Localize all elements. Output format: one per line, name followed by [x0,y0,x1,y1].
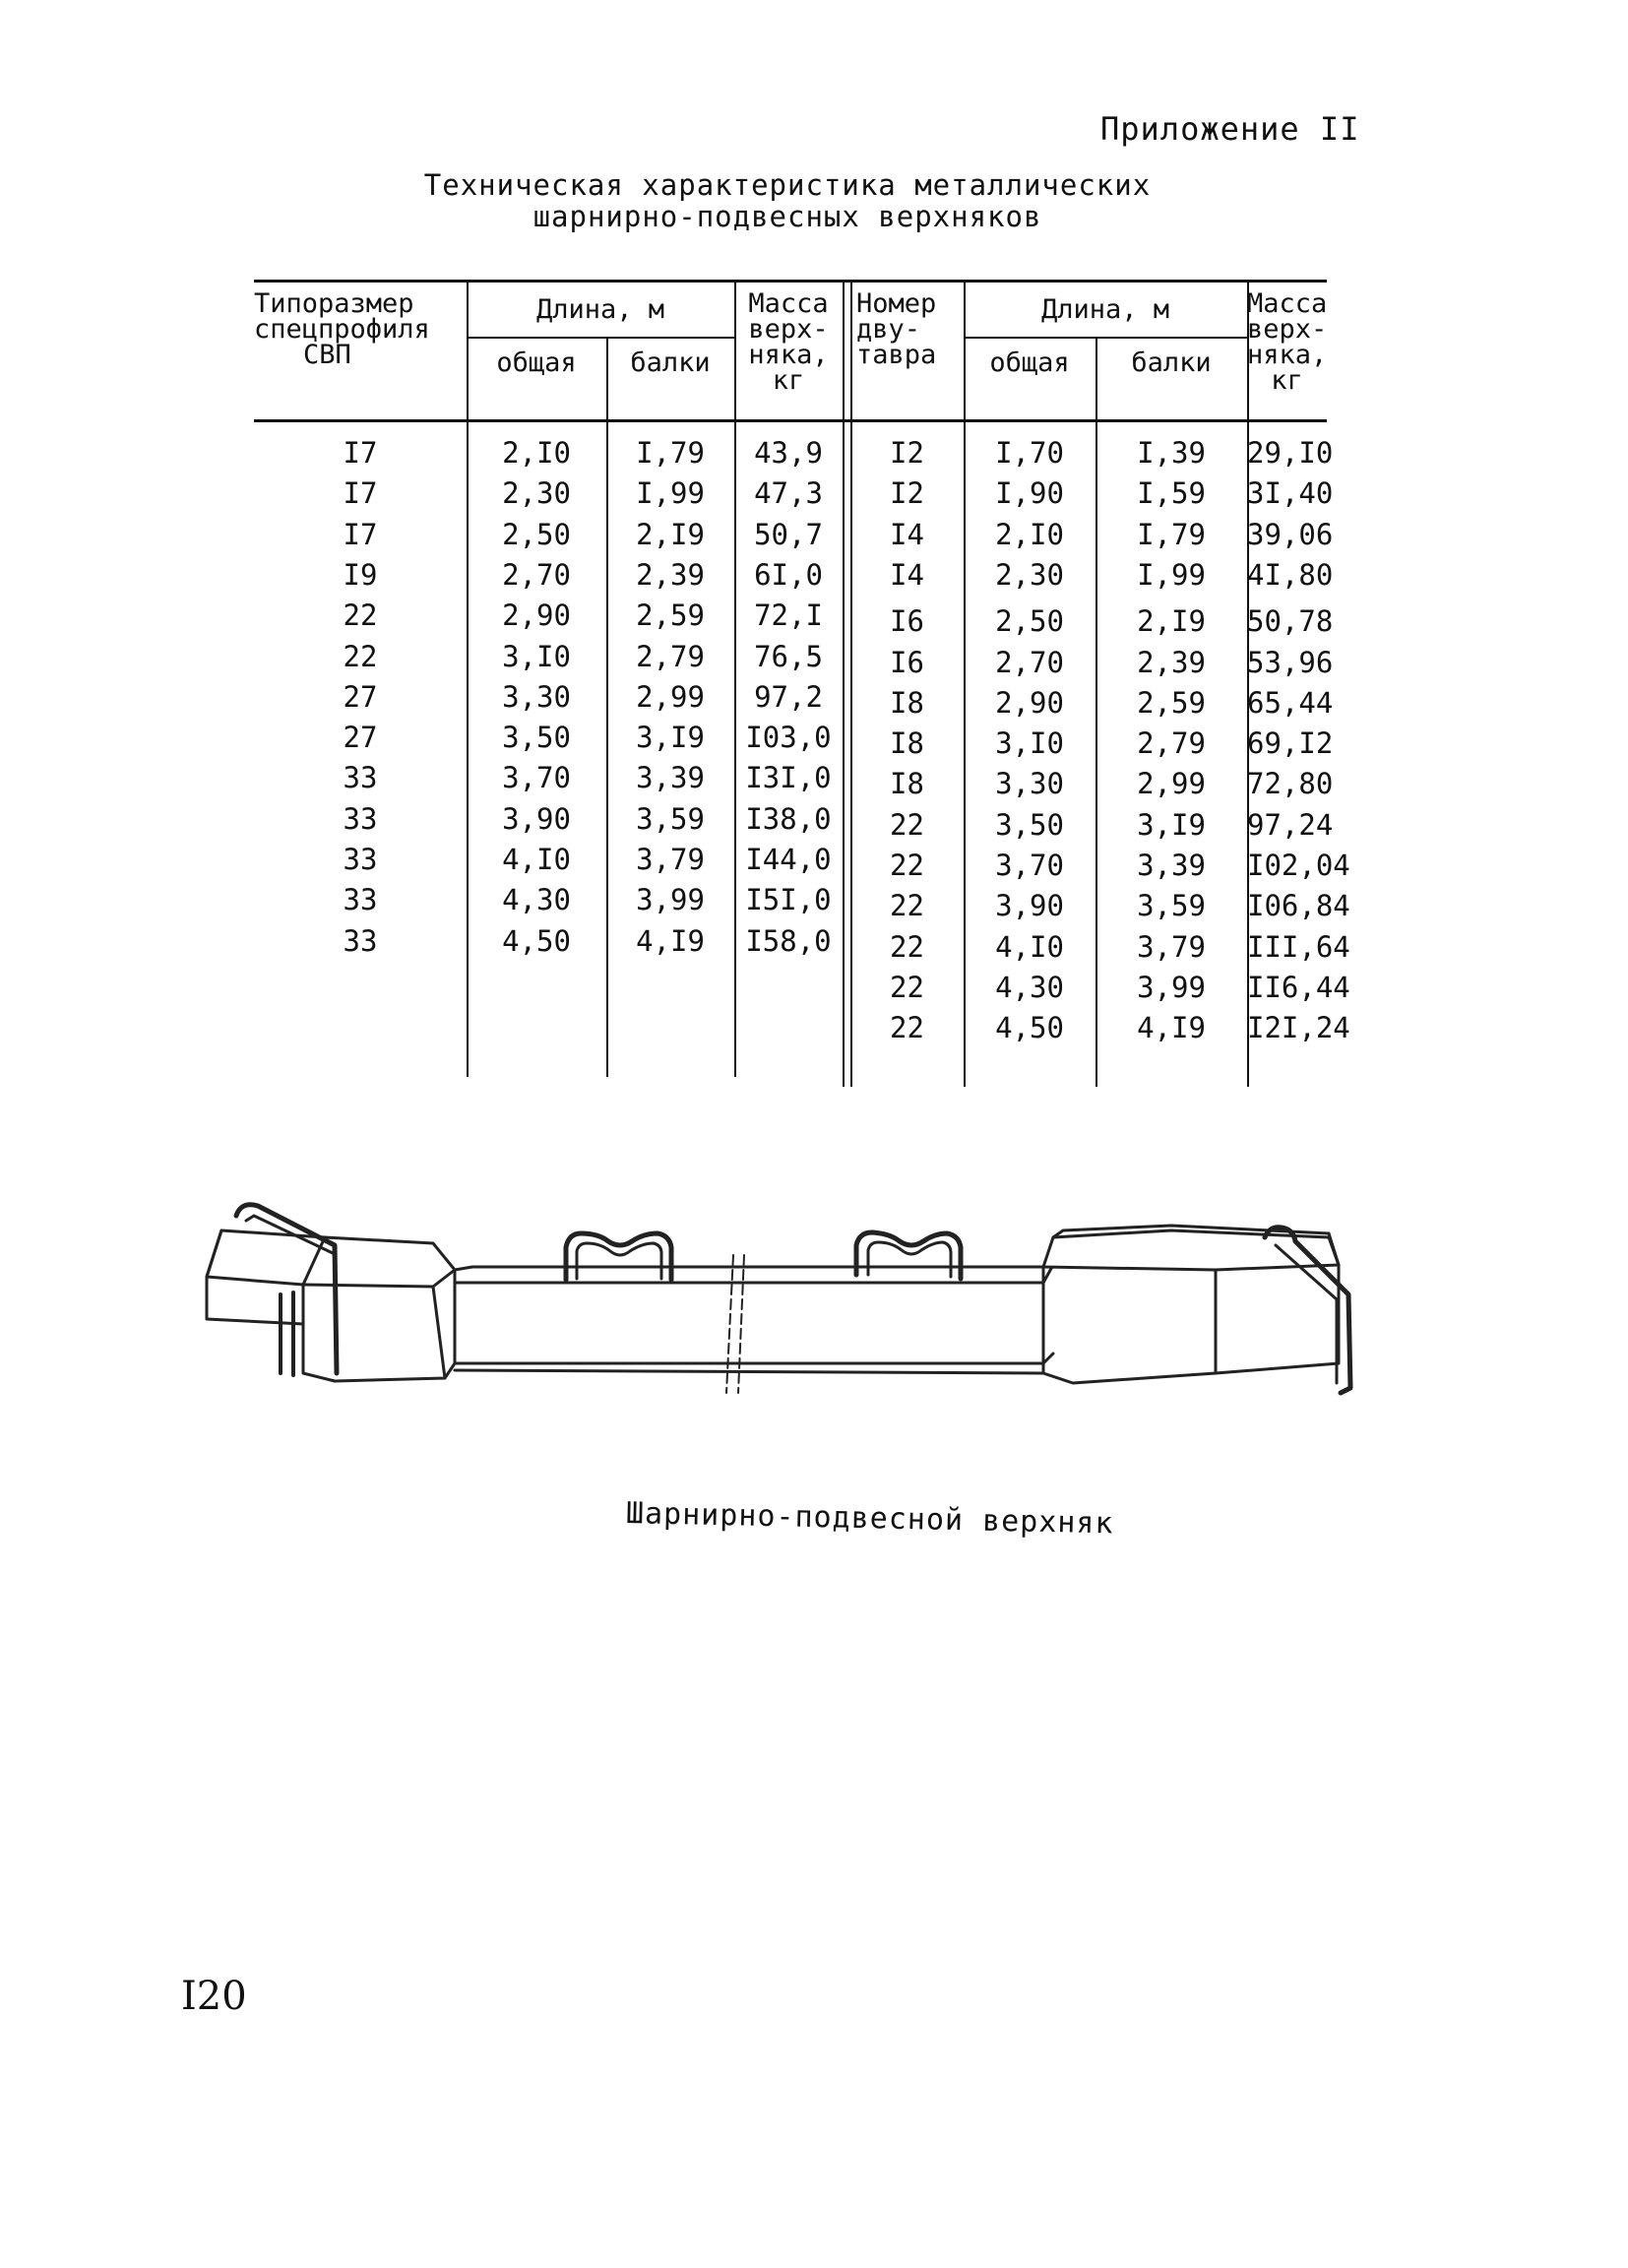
header-text: спецпрофиля [254,314,430,345]
cell-ibeam: I4 [890,517,924,551]
cell-ibeam: 22 [890,970,924,1004]
cell-mass: 72,80 [1247,767,1334,801]
cell-mass: 50,78 [1247,604,1334,639]
header-beam-left: балки [630,347,711,378]
cell-mass: II6,44 [1247,970,1350,1004]
length-group-rule [467,337,734,339]
cell-total-length: 4,50 [502,923,571,958]
header-text: кг [772,365,805,396]
cell-mass: 76,5 [754,639,823,673]
cell-beam-length: I,79 [636,436,705,470]
cell-mass: I38,0 [745,801,832,836]
cell-mass: 72,I [754,598,823,633]
cell-total-length: 3,70 [502,761,571,795]
cell-total-length: 4,30 [995,970,1064,1004]
cell-total-length: I,70 [995,436,1064,470]
header-beam-right: балки [1131,347,1212,378]
cell-beam-length: 2,79 [1137,726,1206,761]
header-text: верх- [1247,314,1328,345]
header-total-right: общая [989,347,1070,378]
header-text: Масса [748,288,829,319]
document-title [325,169,1250,232]
cell-total-length: 2,90 [502,598,571,633]
cell-ibeam: 22 [890,889,924,923]
header-length-right: Длина, м [1040,294,1170,325]
cell-mass: I44,0 [745,843,832,876]
header-text: тавра [856,340,937,370]
hinged-roof-bar-illustration [187,1176,1427,1491]
cell-beam-length: 3,59 [1137,889,1206,923]
cell-mass: 50,7 [754,517,823,551]
cell-total-length: 3,50 [502,721,571,755]
cell-beam-length: 3,I9 [1137,807,1206,842]
header-text: СВП [303,340,351,370]
cell-profile: I7 [343,476,378,511]
cell-profile: 33 [343,843,378,876]
cell-ibeam: I4 [890,557,924,592]
cell-mass: I2I,24 [1247,1011,1350,1045]
cell-total-length: 2,90 [995,685,1064,720]
cell-ibeam: I2 [890,476,924,511]
cell-beam-length: I,99 [636,476,705,511]
page-number: I20 [181,1974,247,2019]
cell-total-length: 2,I0 [995,517,1064,551]
cell-ibeam: I6 [890,645,924,679]
header-text: Номер [856,288,937,319]
cell-beam-length: 2,99 [1137,767,1206,801]
cell-total-length: 3,30 [502,679,571,714]
cell-mass: 97,24 [1247,807,1334,842]
cell-ibeam: I2 [890,436,924,470]
cell-total-length: 2,50 [995,604,1064,639]
cell-profile: I7 [343,517,378,551]
header-total-left: общая [496,347,577,378]
header-text: кг [1271,365,1303,396]
cell-mass: 29,I0 [1247,436,1334,470]
cell-ibeam: I8 [890,726,924,761]
cell-mass: I3I,0 [745,761,832,795]
cell-beam-length: 2,I9 [1137,604,1206,639]
cell-mass: 69,I2 [1247,726,1334,761]
cell-mass: I58,0 [745,923,832,958]
cell-profile: I7 [343,436,378,470]
cell-beam-length: 2,99 [636,679,705,714]
cell-beam-length: 2,39 [636,557,705,592]
cell-beam-length: I,79 [1137,517,1206,551]
cell-mass: III,64 [1247,929,1350,964]
specs-table [254,280,1350,1087]
header-mass-left [734,288,843,396]
cell-beam-length: I,39 [1137,436,1206,470]
cell-mass: I06,84 [1247,889,1350,923]
cell-mass: I5I,0 [745,883,832,917]
length-group-rule [964,337,1247,339]
cell-profile: 33 [343,883,378,917]
cell-profile: I9 [343,557,378,592]
cell-total-length: 2,30 [502,476,571,511]
cell-beam-length: 3,99 [636,883,705,917]
cell-beam-length: I,59 [1137,476,1206,511]
cell-total-length: 2,50 [502,517,571,551]
header-mass-right [1247,288,1328,396]
cell-mass: 39,06 [1247,517,1334,551]
cell-ibeam: I8 [890,767,924,801]
header-profile [254,288,467,370]
cell-mass: I02,04 [1247,849,1350,882]
cell-beam-length: 3,79 [636,843,705,876]
cell-total-length: 2,I0 [502,436,571,470]
cell-total-length: 4,30 [502,883,571,917]
header-text: верх- [748,314,829,345]
cell-total-length: I,90 [995,476,1064,511]
cell-profile: 33 [343,923,378,958]
cell-beam-length: 4,I9 [636,923,705,958]
column-divider [843,280,845,1087]
header-text: няка, [748,340,829,370]
cell-total-length: 3,I0 [502,639,571,673]
cell-beam-length: 2,59 [636,598,705,633]
cell-mass: 53,96 [1247,645,1334,679]
cell-total-length: 3,90 [995,889,1064,923]
header-text: дву- [856,314,921,345]
cell-ibeam: 22 [890,929,924,964]
cell-profile: 27 [343,721,378,755]
cell-mass: 43,9 [754,436,823,470]
cell-mass: 3I,40 [1247,476,1334,511]
cell-ibeam: 22 [890,1011,924,1045]
table-top-rule [254,280,1327,283]
cell-mass: 4I,80 [1247,557,1334,592]
header-ibeam [850,288,970,370]
cell-beam-length: 3,39 [1137,849,1206,882]
cell-mass: 97,2 [754,679,823,714]
cell-ibeam: 22 [890,849,924,882]
title-line: Техническая характеристика металлических [423,168,1152,202]
appendix-label: Приложение II [1100,110,1360,148]
cell-total-length: 4,I0 [995,929,1064,964]
cell-beam-length: 2,79 [636,639,705,673]
cell-profile: 22 [343,639,378,673]
cell-ibeam: I8 [890,685,924,720]
table-header-bottom-rule [254,419,1327,422]
cell-total-length: 2,70 [502,557,571,592]
cell-beam-length: 4,I9 [1137,1011,1206,1045]
cell-profile: 33 [343,801,378,836]
cell-beam-length: 3,79 [1137,929,1206,964]
cell-beam-length: 3,I9 [636,721,705,755]
cell-beam-length: 3,59 [636,801,705,836]
cell-profile: 22 [343,598,378,633]
cell-beam-length: 2,39 [1137,645,1206,679]
cell-beam-length: 3,39 [636,761,705,795]
cell-ibeam: I6 [890,604,924,639]
cell-mass: I03,0 [745,721,832,755]
cell-mass: 65,44 [1247,685,1334,720]
cell-beam-length: I,99 [1137,557,1206,592]
title-line: шарнирно-подвесных верхняков [532,200,1042,233]
cell-beam-length: 2,I9 [636,517,705,551]
cell-total-length: 4,I0 [502,843,571,876]
cell-total-length: 4,50 [995,1011,1064,1045]
cell-beam-length: 2,59 [1137,685,1206,720]
header-length-left: Длина, м [535,294,665,325]
cell-profile: 33 [343,761,378,795]
header-text: няка, [1247,340,1328,370]
cell-total-length: 3,90 [502,801,571,836]
cell-total-length: 3,50 [995,807,1064,842]
header-text: Масса [1247,288,1328,319]
cell-total-length: 2,30 [995,557,1064,592]
cell-ibeam: 22 [890,807,924,842]
header-text: Типоразмер [254,288,414,319]
cell-profile: 27 [343,679,378,714]
cell-beam-length: 3,99 [1137,970,1206,1004]
cell-total-length: 3,70 [995,849,1064,882]
cell-total-length: 2,70 [995,645,1064,679]
cell-mass: 6I,0 [754,557,823,592]
cell-total-length: 3,30 [995,767,1064,801]
cell-mass: 47,3 [754,476,823,511]
cell-total-length: 3,I0 [995,726,1064,761]
figure-caption: Шарнирно-подвесной верхняк [625,1496,1114,1542]
